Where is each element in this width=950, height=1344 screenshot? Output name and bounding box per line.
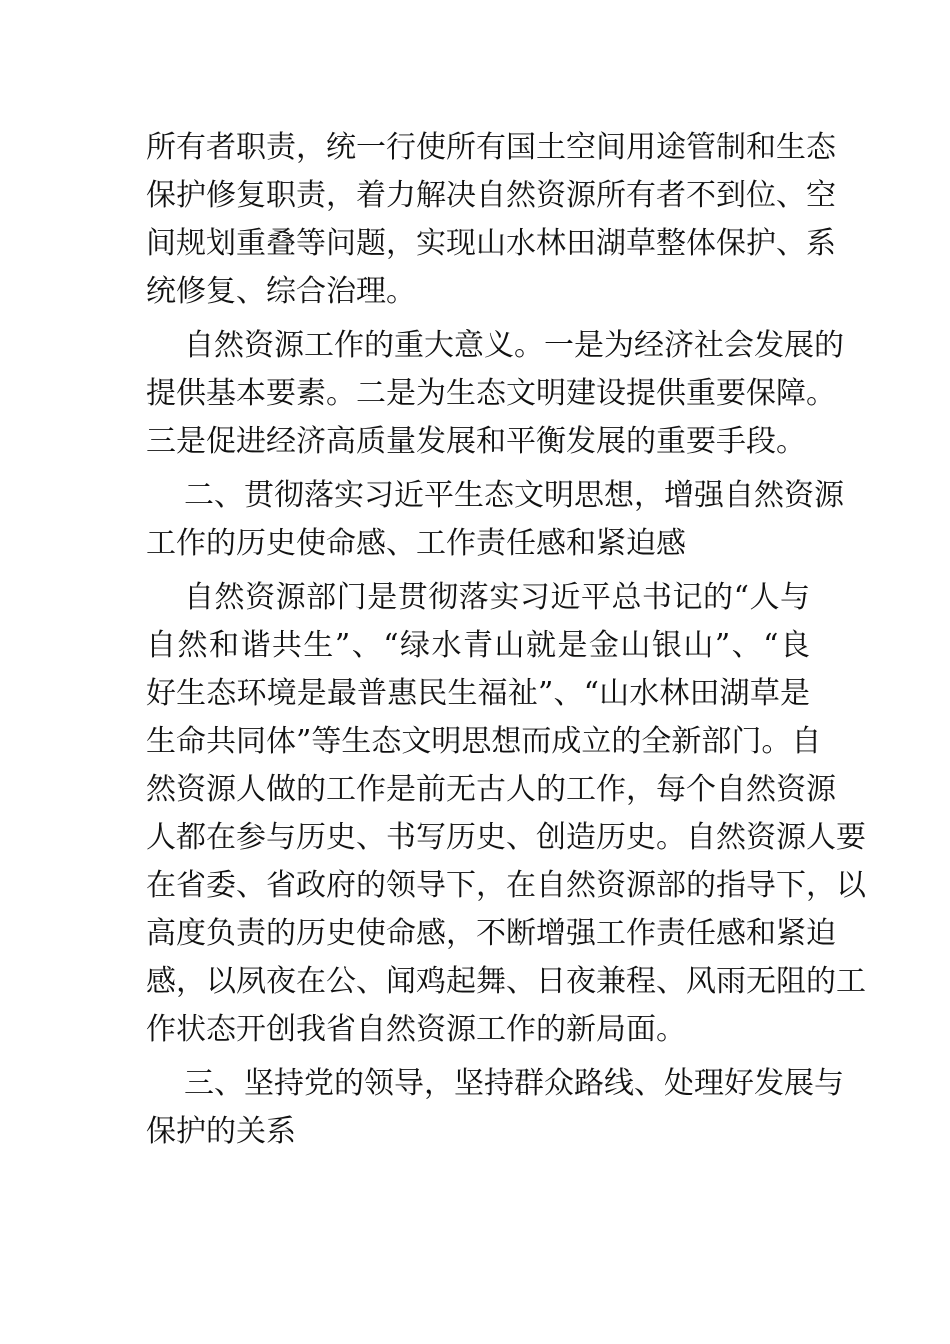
section-heading-2 [146, 472, 844, 568]
text-line: 工作的历史使命感、工作责任感和紧迫感 [146, 526, 686, 561]
text-line: 作状态开创我省自然资源工作的新局面。 [146, 1012, 686, 1047]
section-heading-3 [146, 1060, 844, 1156]
text-line: 感，以夙夜在公、闻鸡起舞、日夜兼程、风雨无阻的工 [146, 964, 866, 999]
text-line: 提供基本要素。二是为生态文明建设提供重要保障。 [146, 376, 836, 411]
text-line: 自然和谐共生”、“绿水青山就是金山银山”、“良 [146, 628, 810, 663]
document-body [146, 124, 866, 1162]
text-line: 高度负责的历史使命感，不断增强工作责任感和紧迫 [146, 916, 836, 951]
text-line: 好生态环境是最普惠民生福祉”、“山水林田湖草是 [146, 676, 810, 711]
text-line: 间规划重叠等问题，实现山水林田湖草整体保护、系 [146, 226, 836, 261]
text-line: 三是促进经济高质量发展和平衡发展的重要手段。 [146, 424, 806, 459]
text-line: 所有者职责，统一行使所有国土空间用途管制和生态 [146, 130, 836, 165]
paragraph-significance [146, 322, 844, 466]
text-line: 二、贯彻落实习近平生态文明思想，增强自然资源 [184, 478, 844, 513]
text-line: 然资源人做的工作是前无古人的工作，每个自然资源 [146, 772, 836, 807]
text-line: 自然资源部门是贯彻落实习近平总书记的“人与 [184, 580, 810, 615]
text-line: 人都在参与历史、书写历史、创造历史。自然资源人要 [146, 820, 866, 855]
text-line: 在省委、省政府的领导下，在自然资源部的指导下，以 [146, 868, 866, 903]
text-line: 保护修复职责，着力解决自然资源所有者不到位、空 [146, 178, 836, 213]
text-line: 自然资源工作的重大意义。一是为经济社会发展的 [184, 328, 844, 363]
text-line: 保护的关系 [146, 1114, 296, 1149]
text-line: 统修复、综合治理。 [146, 274, 416, 309]
paragraph-department [146, 574, 866, 1054]
paragraph-continuation [146, 124, 836, 316]
text-line: 三、坚持党的领导，坚持群众路线、处理好发展与 [184, 1066, 844, 1101]
text-line: 生命共同体”等生态文明思想而成立的全新部门。自 [146, 724, 822, 759]
